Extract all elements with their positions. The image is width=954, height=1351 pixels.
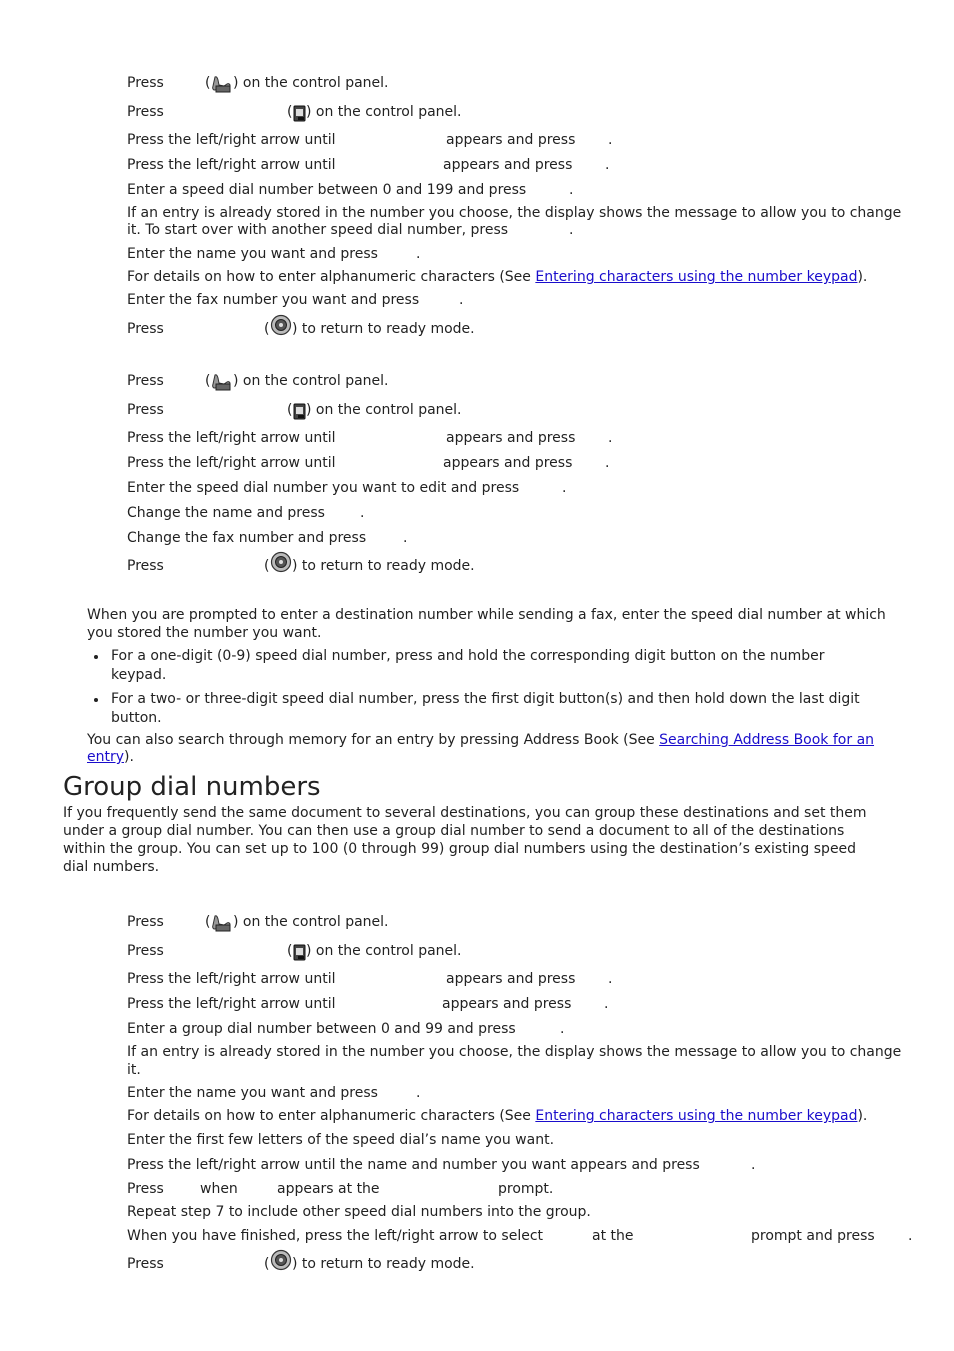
fax-icon bbox=[210, 372, 234, 392]
link-searching-address-book[interactable]: Searching Address Book for an bbox=[659, 732, 875, 748]
bullet-text: For a two- or three-digit speed dial number, press the first digit button(s) and then hold down the last digit bbox=[111, 691, 860, 707]
step-text: ) to return to ready mode. bbox=[292, 321, 475, 337]
link-entering-characters[interactable]: Entering characters using the number keypad bbox=[535, 1108, 858, 1124]
paragraph-text: You can also search through memory for an entry by pressing Address Book (See bbox=[87, 732, 660, 748]
paren-open: ( bbox=[205, 914, 211, 930]
step-text: Press the left/right arrow until bbox=[127, 971, 336, 987]
step-text: Change the fax number and press bbox=[127, 530, 367, 546]
bullet-text: keypad. bbox=[111, 667, 167, 683]
step-text: appears at the bbox=[277, 1181, 380, 1197]
step-text: ) to return to ready mode. bbox=[292, 1256, 475, 1272]
step-text: . bbox=[560, 1021, 565, 1037]
step-text: . bbox=[459, 292, 464, 308]
note-text: it. To start over with another speed dial number, press bbox=[127, 222, 509, 238]
note-text: ). bbox=[857, 269, 868, 285]
step-text: ) on the control panel. bbox=[306, 402, 462, 418]
paren-open: ( bbox=[205, 373, 211, 389]
step-text: Repeat step 7 to include other speed dial numbers into the group. bbox=[127, 1204, 591, 1220]
step-text: . bbox=[608, 430, 613, 446]
paren-open: ( bbox=[287, 104, 293, 120]
step-text: Press bbox=[127, 943, 164, 959]
step-text: ) on the control panel. bbox=[233, 75, 389, 91]
fax-icon bbox=[210, 74, 234, 94]
step-text: prompt. bbox=[498, 1181, 554, 1197]
paren-open: ( bbox=[264, 321, 270, 337]
step-text: . bbox=[605, 157, 610, 173]
link-searching-address-book-cont[interactable]: entry bbox=[87, 749, 125, 765]
step-text: ) on the control panel. bbox=[233, 914, 389, 930]
step-text: . bbox=[604, 996, 609, 1012]
step-text: When you have finished, press the left/right arrow to select bbox=[127, 1228, 544, 1244]
step-text: when bbox=[200, 1181, 238, 1197]
bullet-text: button. bbox=[111, 710, 162, 726]
step-text: Press bbox=[127, 558, 164, 574]
paren-open: ( bbox=[287, 943, 293, 959]
step-text: . bbox=[403, 530, 408, 546]
paren-open: ( bbox=[287, 402, 293, 418]
step-text: Press the left/right arrow until bbox=[127, 996, 336, 1012]
note-text: For details on how to enter alphanumeric characters (See bbox=[127, 1108, 536, 1124]
step-text: . bbox=[908, 1228, 913, 1244]
s4-note-alphanumeric bbox=[127, 1107, 867, 1125]
step-text: Enter a group dial number between 0 and 99 and press bbox=[127, 1021, 516, 1037]
stop-clear-icon bbox=[270, 551, 292, 573]
note-text: If an entry is already stored in the number you choose, the display shows the message to allow you to change bbox=[127, 205, 902, 221]
step-text: prompt and press bbox=[751, 1228, 875, 1244]
step-text: ) on the control panel. bbox=[306, 943, 462, 959]
step-text: . bbox=[608, 132, 613, 148]
paren-open: ( bbox=[205, 75, 211, 91]
note-text: ). bbox=[857, 1108, 868, 1124]
step-text: Change the name and press bbox=[127, 505, 325, 521]
step-text: ) on the control panel. bbox=[306, 104, 462, 120]
step-text: Press bbox=[127, 321, 164, 337]
step-text: appears and press bbox=[446, 971, 576, 987]
step-text: . bbox=[416, 1085, 421, 1101]
stop-clear-icon bbox=[270, 314, 292, 336]
step-text: Press bbox=[127, 373, 164, 389]
step-text: ) to return to ready mode. bbox=[292, 558, 475, 574]
stop-clear-icon bbox=[270, 1249, 292, 1271]
paragraph-text: When you are prompted to enter a destination number while sending a fax, enter the speed dial number at which bbox=[87, 607, 886, 623]
s1-note-alphanumeric bbox=[127, 268, 867, 286]
step-text: Enter a speed dial number between 0 and 199 and press bbox=[127, 182, 527, 198]
step-text: appears and press bbox=[446, 132, 576, 148]
note-text: it. bbox=[127, 1062, 141, 1078]
step-text: Press the left/right arrow until bbox=[127, 132, 336, 148]
step-text: Enter the speed dial number you want to edit and press bbox=[127, 480, 520, 496]
step-text: at the bbox=[592, 1228, 634, 1244]
fax-icon bbox=[210, 913, 234, 933]
step-text: Press the left/right arrow until bbox=[127, 430, 336, 446]
paren-open: ( bbox=[264, 1256, 270, 1272]
note-text: For details on how to enter alphanumeric characters (See bbox=[127, 269, 536, 285]
bullet-dot bbox=[94, 655, 98, 659]
step-text: . bbox=[569, 182, 574, 198]
step-text: . bbox=[562, 480, 567, 496]
step-text: appears and press bbox=[442, 996, 572, 1012]
step-text: Enter the name you want and press bbox=[127, 1085, 378, 1101]
paragraph-text: ). bbox=[124, 749, 134, 765]
step-text: . bbox=[608, 971, 613, 987]
step-text: appears and press bbox=[443, 455, 573, 471]
step-text: . bbox=[360, 505, 365, 521]
section-heading: Group dial numbers bbox=[63, 772, 321, 802]
step-text: Press bbox=[127, 75, 164, 91]
paragraph-text: dial numbers. bbox=[63, 859, 160, 875]
paragraph-text: you stored the number you want. bbox=[87, 625, 322, 641]
link-entering-characters[interactable]: Entering characters using the number keypad bbox=[535, 269, 858, 285]
step-text: Enter the first few letters of the speed dial’s name you want. bbox=[127, 1132, 555, 1148]
step-text: Press bbox=[127, 914, 164, 930]
note-text: If an entry is already stored in the number you choose, the display shows the message to allow you to change bbox=[127, 1044, 902, 1060]
step-text: Press bbox=[127, 402, 164, 418]
note-text: . bbox=[569, 222, 574, 238]
step-text: Press bbox=[127, 1256, 164, 1272]
step-text: ) on the control panel. bbox=[233, 373, 389, 389]
step-text: Press the left/right arrow until bbox=[127, 455, 336, 471]
step-text: Press bbox=[127, 1181, 164, 1197]
bullet-text: For a one-digit (0-9) speed dial number, press and hold the corresponding digit button on the number bbox=[111, 648, 825, 664]
step-text: Enter the name you want and press bbox=[127, 246, 378, 262]
paragraph-text: within the group. You can set up to 100 (0 through 99) group dial numbers using the destination’s existing speed bbox=[63, 841, 857, 857]
paragraph-text: under a group dial number. You can then use a group dial number to send a document to all of the destinations bbox=[63, 823, 845, 839]
paragraph-text: If you frequently send the same document to several destinations, you can group these destinations and set them bbox=[63, 805, 867, 821]
paren-open: ( bbox=[264, 558, 270, 574]
step-text: appears and press bbox=[443, 157, 573, 173]
step-text: . bbox=[751, 1157, 756, 1173]
step-text: Press the left/right arrow until the name and number you want appears and press bbox=[127, 1157, 700, 1173]
step-text: Press bbox=[127, 104, 164, 120]
step-text: . bbox=[416, 246, 421, 262]
step-text: appears and press bbox=[446, 430, 576, 446]
step-text: Press the left/right arrow until bbox=[127, 157, 336, 173]
step-text: Enter the fax number you want and press bbox=[127, 292, 420, 308]
bullet-dot bbox=[94, 698, 98, 702]
step-text: . bbox=[605, 455, 610, 471]
